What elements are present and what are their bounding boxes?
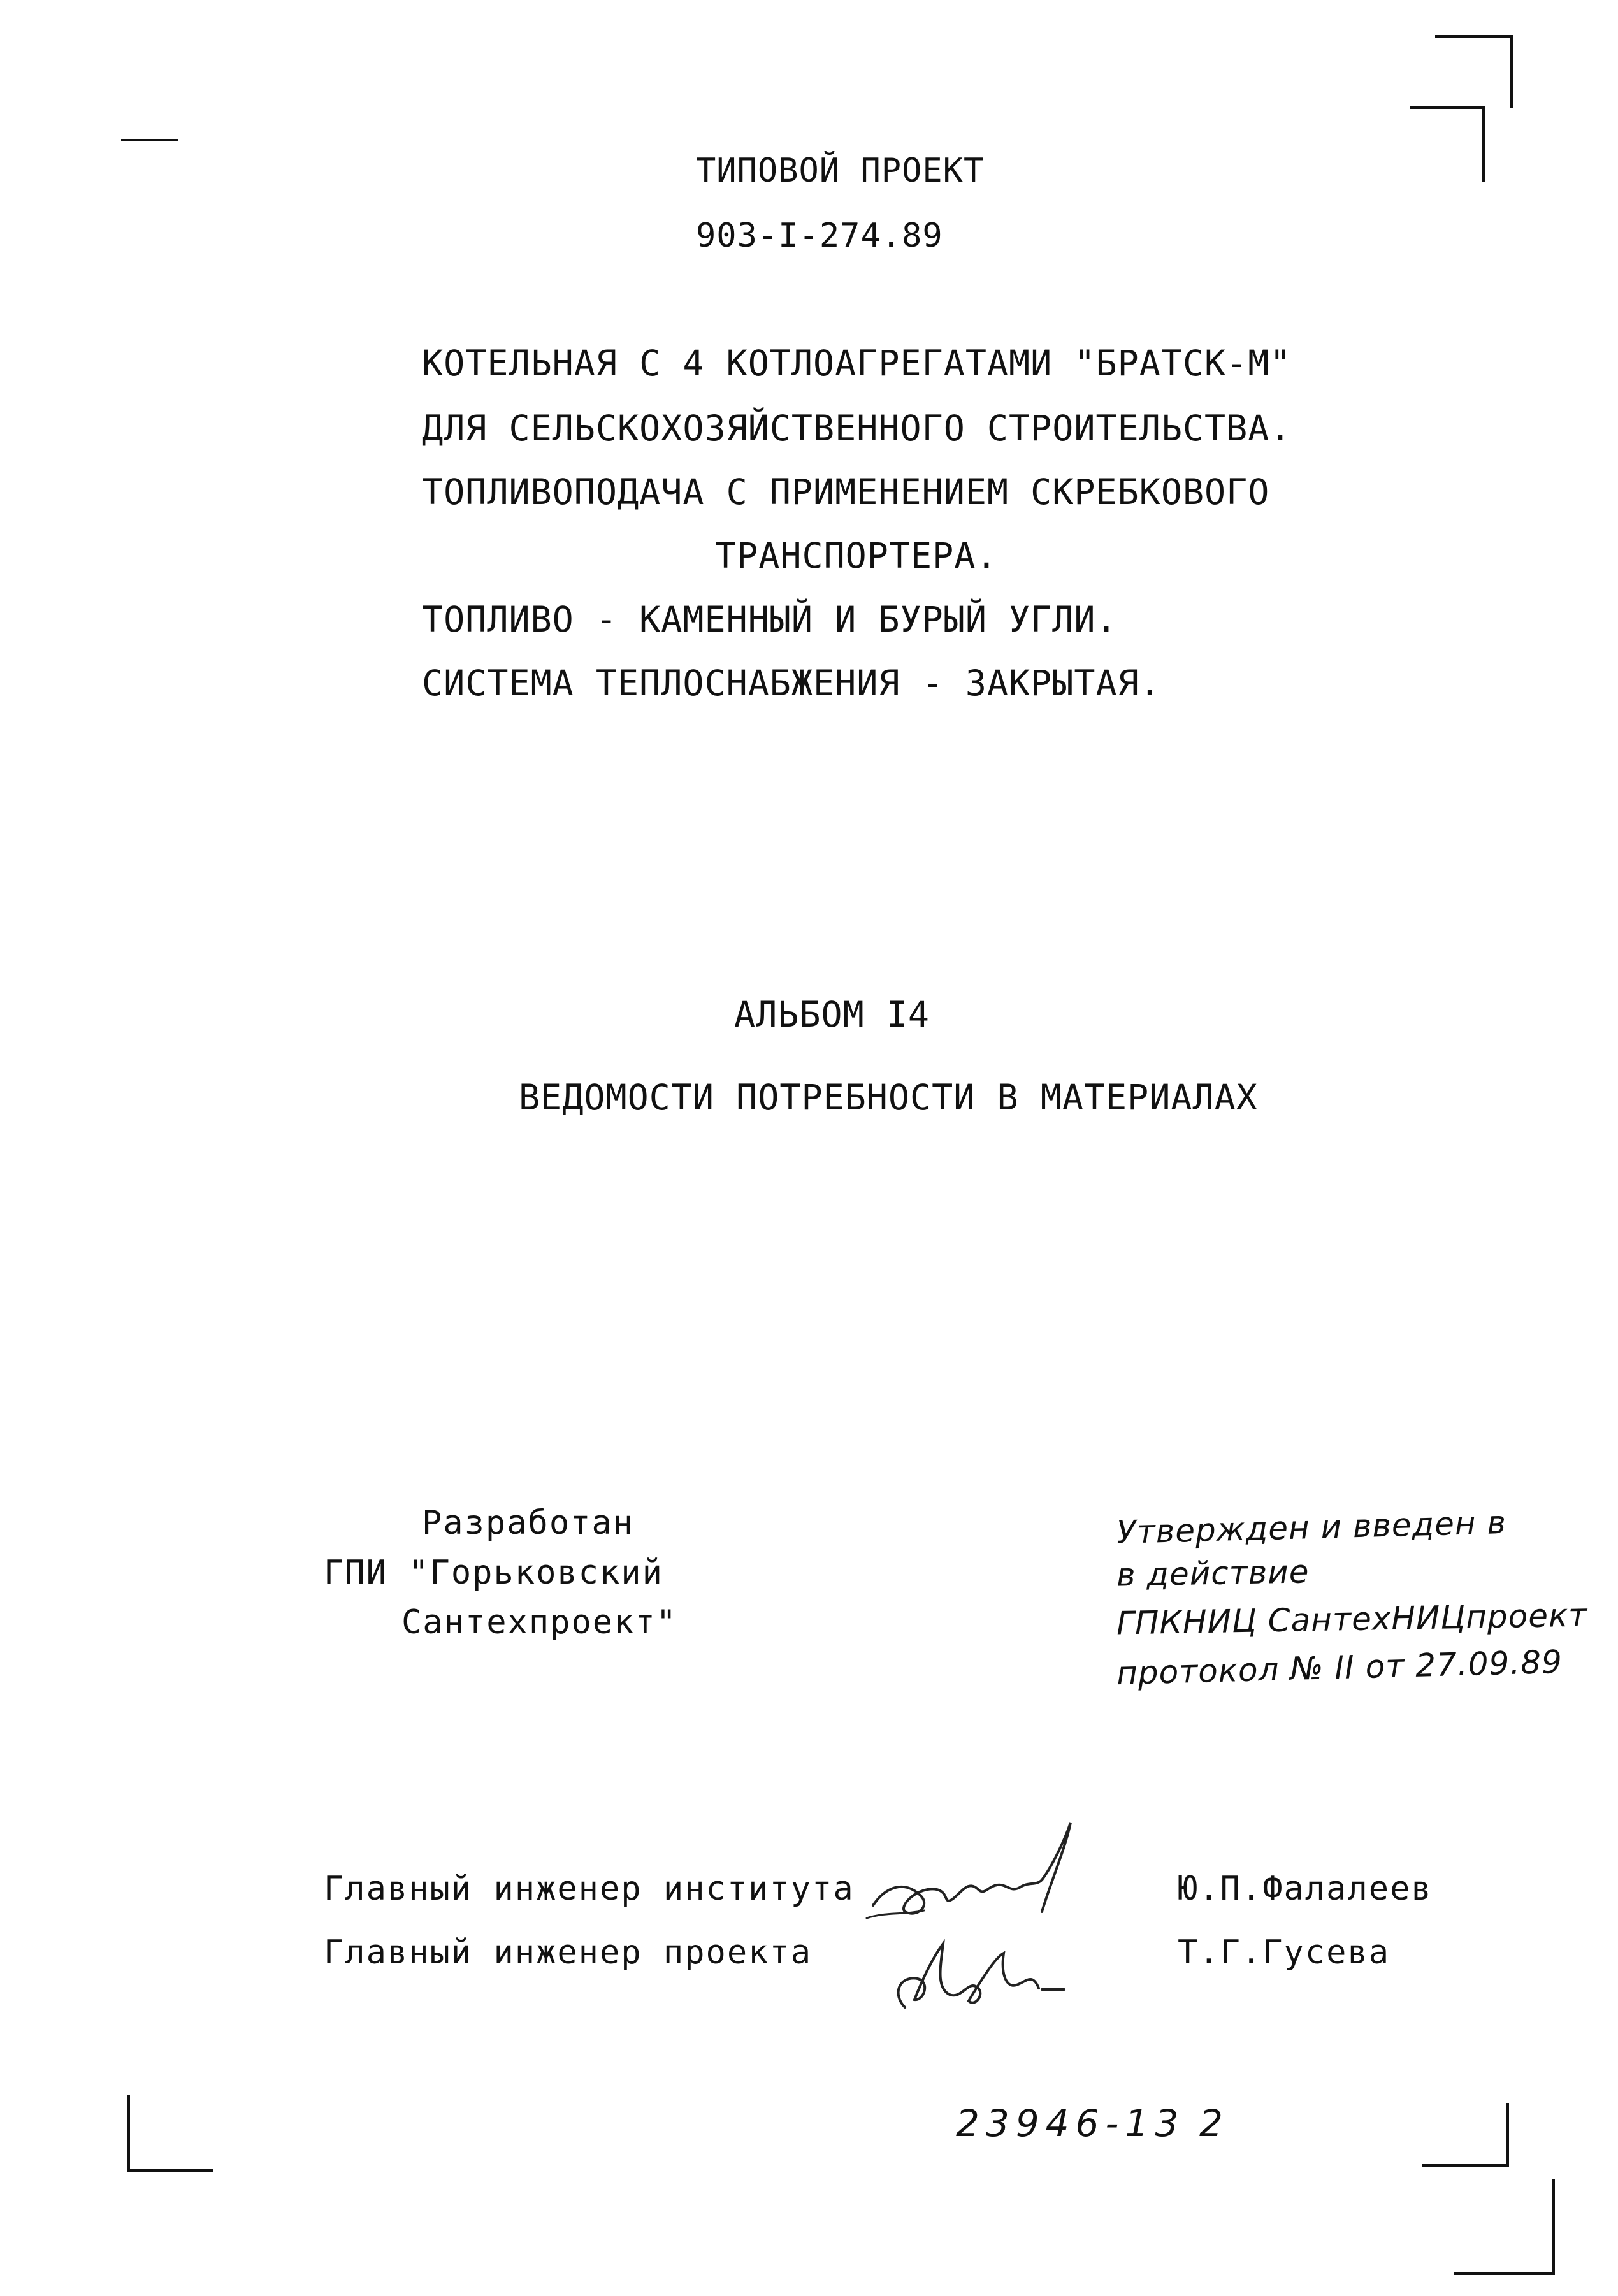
project-line-3: ТОПЛИВОПОДАЧА С ПРИМЕНЕНИЕМ СКРЕБКОВОГО	[422, 472, 1270, 512]
approval-line-3: ГПКНИЦ СантехНИЦпроект	[1116, 1596, 1588, 1642]
signature-2	[879, 1918, 1071, 2033]
album-label: АЛЬБОМ I4	[734, 994, 930, 1035]
approval-line-2: в действие	[1116, 1553, 1310, 1594]
footer-document-number: 23946-13	[956, 2102, 1185, 2145]
crop-mark-bottom-right-v2	[1552, 2179, 1555, 2275]
crop-mark-top-right-h1	[1435, 35, 1513, 38]
document-type-heading: ТИПОВОЙ ПРОЕКТ	[696, 152, 985, 190]
approval-line-4: протокол № II от 27.09.89	[1116, 1643, 1563, 1693]
crop-mark-top-right-v2	[1482, 106, 1485, 182]
project-line-6: СИСТЕМА ТЕПЛОСНАБЖЕНИЯ - ЗАКРЫТАЯ.	[422, 663, 1161, 704]
project-code: 903-I-274.89	[696, 217, 943, 255]
developer-line-3: Сантехпроект"	[401, 1603, 677, 1642]
signatory-name-2: Т.Г.Гусева	[1178, 1933, 1390, 1972]
project-line-5: ТОПЛИВО - КАМЕННЫЙ И БУРЫЙ УГЛИ.	[422, 599, 1118, 640]
developer-line-1: Разработан	[422, 1504, 635, 1542]
crop-mark-bottom-left-v	[127, 2095, 130, 2172]
crop-mark-bottom-right-h2	[1454, 2272, 1555, 2275]
signatory-role-1: Главный инженер института	[324, 1870, 855, 1908]
crop-mark-bottom-right-v1	[1506, 2103, 1509, 2167]
crop-mark-top-right-v1	[1510, 35, 1513, 108]
signatory-role-2: Главный инженер проекта	[324, 1933, 813, 1972]
developer-line-2: ГПИ "Горьковский	[324, 1554, 663, 1592]
crop-mark-bottom-right-h1	[1422, 2164, 1509, 2167]
crop-mark-top-right-h2	[1410, 106, 1485, 109]
album-subtitle: ВЕДОМОСТИ ПОТРЕБНОСТИ В МАТЕРИАЛАХ	[519, 1077, 1258, 1118]
crop-mark-bottom-left-h	[127, 2169, 213, 2172]
footer-page-number: 2	[1199, 2102, 1229, 2145]
approval-line-1: Утвержден и введен в	[1116, 1503, 1507, 1552]
project-line-2: ДЛЯ СЕЛЬСКОХОЗЯЙСТВЕННОГО СТРОИТЕЛЬСТВА.	[422, 408, 1292, 449]
signatory-name-1: Ю.П.Фалалеев	[1178, 1870, 1433, 1908]
project-line-1: КОТЕЛЬНАЯ С 4 КОТЛОАГРЕГАТАМИ "БРАТСК-М"	[422, 343, 1292, 384]
crop-mark-top-left	[121, 139, 178, 141]
project-line-4: ТРАНСПОРТЕРА.	[715, 535, 998, 576]
